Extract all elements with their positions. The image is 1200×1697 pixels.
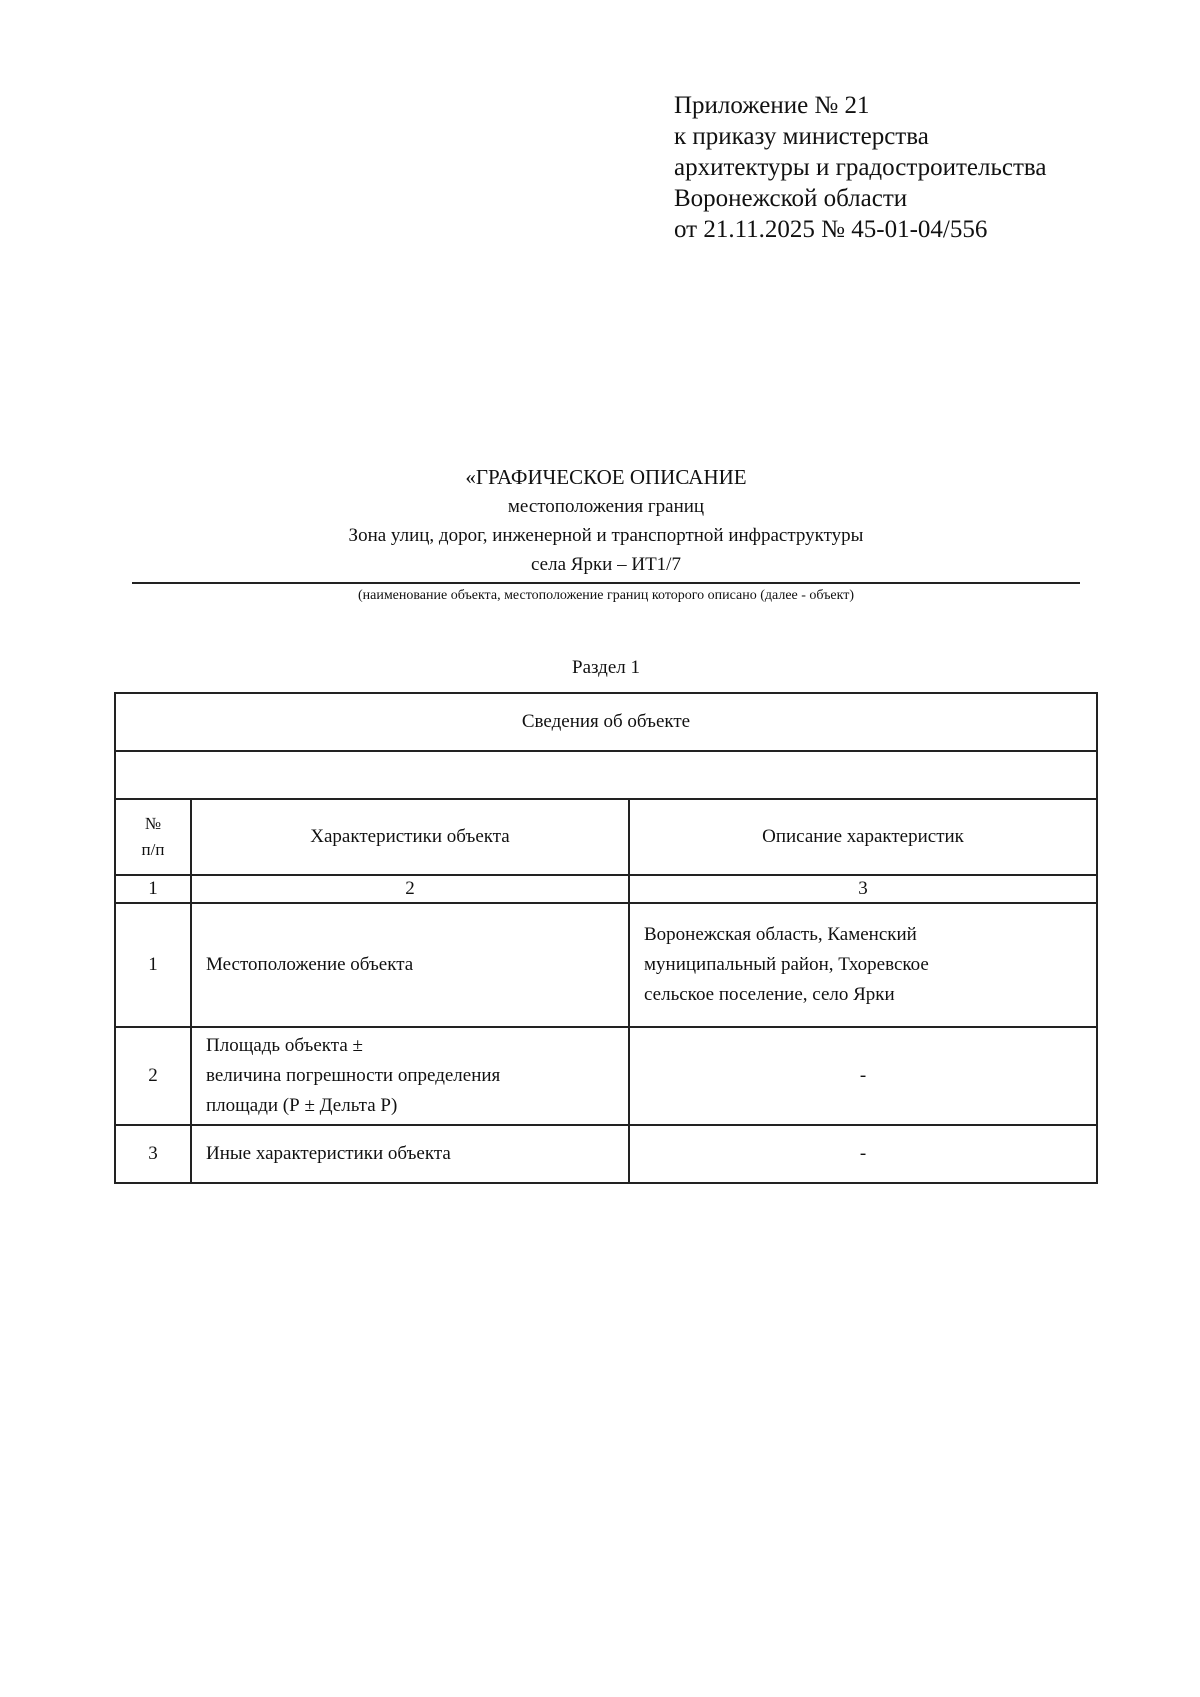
header-number-pp: п/п: [141, 840, 165, 859]
column-numbers-row: [115, 875, 1097, 903]
row-characteristic: Местоположение объекта: [191, 903, 629, 1027]
object-name-caption: (наименование объекта, местоположение границ которого описано (далее - объект): [357, 588, 855, 603]
document-title-block: [132, 462, 1080, 607]
row-description-line: Воронежская область, Каменский: [644, 924, 917, 945]
table-header-row: [115, 799, 1097, 875]
table-empty-row: [115, 751, 1097, 799]
column-number-2: 2: [191, 875, 629, 903]
appendix-date-number: от 21.11.2025 № 45-01-04/556: [674, 216, 988, 243]
row-description-line: муниципальный район, Тхоревское: [644, 954, 929, 975]
table-row: [115, 1027, 1097, 1125]
header-characteristic: Характеристики объекта: [191, 799, 629, 875]
header-number-sign: №: [144, 814, 162, 833]
appendix-number: Приложение № 21: [674, 92, 870, 119]
appendix-header: [674, 90, 1154, 245]
table-row: [115, 903, 1097, 1027]
section-label: Раздел 1: [572, 657, 640, 678]
column-number-3: 3: [629, 875, 1097, 903]
row-characteristic: [191, 1027, 629, 1125]
appendix-ministry: архитектуры и градостроительства: [674, 154, 1047, 181]
row-number: 2: [115, 1027, 191, 1125]
row-characteristic: Иные характеристики объекта: [191, 1125, 629, 1183]
table-empty-cell: [115, 751, 1097, 799]
table-title-row: [115, 693, 1097, 751]
object-name-line2: села Ярки – ИТ1/7: [531, 554, 681, 575]
object-name-line1: Зона улиц, дорог, инженерной и транспортной инфраструктуры: [348, 525, 864, 546]
header-description: Описание характеристик: [629, 799, 1097, 875]
document-subtitle: местоположения границ: [507, 496, 705, 517]
appendix-region: Воронежской области: [674, 185, 908, 212]
row-description: -: [629, 1125, 1097, 1183]
row-description: [629, 903, 1097, 1027]
object-info-table: [114, 692, 1098, 1184]
row-characteristic-line: Площадь объекта ±: [206, 1035, 363, 1056]
row-number: 3: [115, 1125, 191, 1183]
table-row: [115, 1125, 1097, 1183]
row-description: -: [629, 1027, 1097, 1125]
row-number: 1: [115, 903, 191, 1027]
appendix-order-ref: к приказу министерства: [674, 123, 929, 150]
table-title: Сведения об объекте: [115, 693, 1097, 751]
column-number-1: 1: [115, 875, 191, 903]
document-title: «ГРАФИЧЕСКОЕ ОПИСАНИЕ: [465, 465, 747, 489]
row-description-line: сельское поселение, село Ярки: [644, 984, 895, 1005]
header-number: [115, 799, 191, 875]
title-underline: [132, 582, 1080, 584]
row-characteristic-line: площади (Р ± Дельта Р): [206, 1095, 398, 1116]
row-characteristic-line: величина погрешности определения: [206, 1065, 501, 1086]
